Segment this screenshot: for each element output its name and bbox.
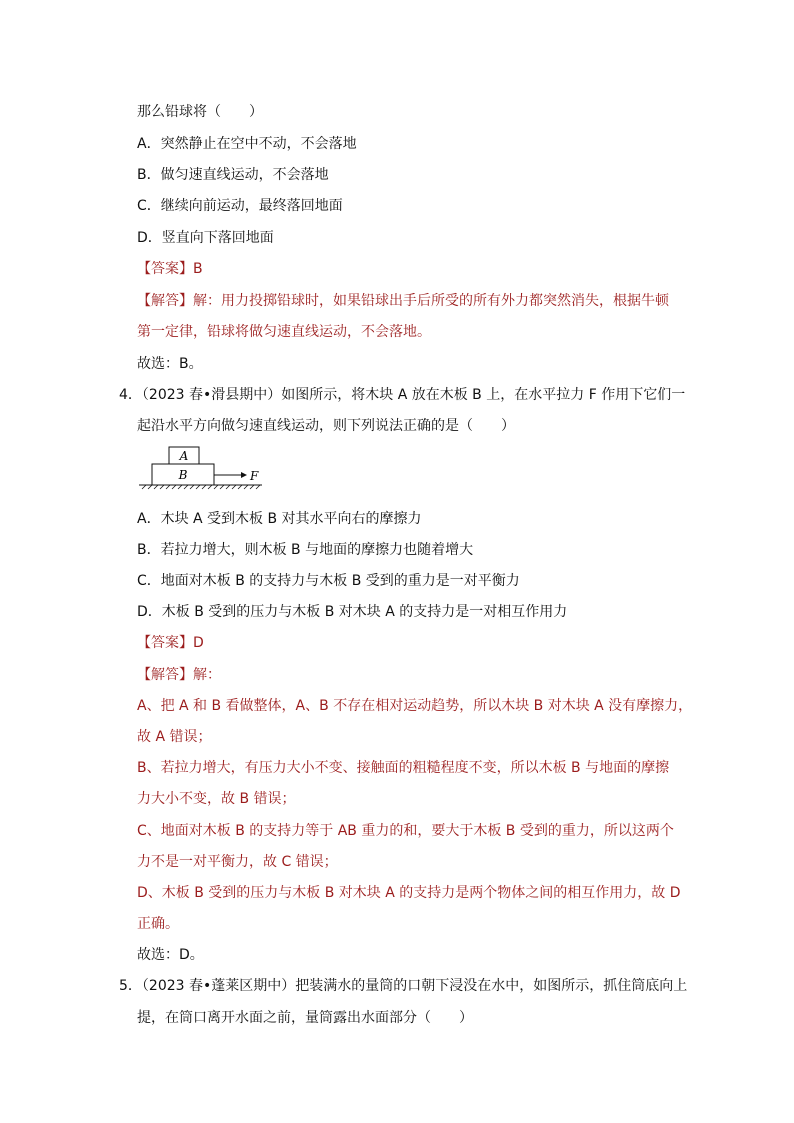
q4-analysis-line-6: 力不是一对平衡力，故 C 错误； [137,854,338,870]
q4-analysis-line-2: 故 A 错误； [137,729,212,745]
q5-stem-line-2: 提，在筒口离开水面之前，量筒露出水面部分（ ） [137,1010,473,1026]
analysis-label: 【解答】 [137,293,193,309]
answer-label: 【答案】 [137,635,193,651]
q4-stem-text: （2023 春•滑县期中）如图所示，将木块 A 放在木板 B 上，在水平拉力 F 作用下它们一 [141,387,686,403]
q4-answer [137,633,204,653]
answer-label: 【答案】 [137,261,193,277]
q4-analysis-line-5: C、地面对木板 B 的支持力等于 AB 重力的和，要大于木板 B 受到的重力，所以这两个 [137,823,674,839]
q3-option-a: A．突然静止在空中不动，不会落地 [137,136,357,152]
q3-option-c: C．继续向前运动，最终落回地面 [137,198,343,214]
q3-answer [137,259,203,279]
q5-stem-line-1 [119,976,687,996]
q4-stem-line-2: 起沿水平方向做匀速直线运动，则下列说法正确的是（ ） [137,418,515,434]
q3-stem: 那么铅球将（ ） [137,104,263,120]
q4-analysis-line-1: A、把 A 和 B 看做整体，A、B 不存在相对运动趋势，所以木块 B 对木块 A 没有摩擦力， [137,698,693,714]
analysis-label: 【解答】 [137,667,193,683]
q3-choice: 故选：B。 [137,356,203,372]
q4-option-b: B．若拉力增大，则木板 B 与地面的摩擦力也随着增大 [137,542,474,558]
q4-analysis-head [137,665,221,685]
block-a-label: A [179,449,189,463]
q4-option-c: C．地面对木板 B 的支持力与木板 B 受到的重力是一对平衡力 [137,573,520,589]
ground-hatching [142,485,260,489]
answer-value: B [193,261,203,277]
q3-option-b: B．做匀速直线运动，不会落地 [137,167,329,183]
q4-analysis-line-8: 正确。 [137,916,179,932]
q4-choice: 故选：D。 [137,947,204,963]
q4-option-d: D．木板 B 受到的压力与木板 B 对木块 A 的支持力是一对相互作用力 [137,604,568,620]
force-arrow-head [241,472,247,478]
analysis-text: 解： [193,667,221,683]
q5-stem-text: （2023 春•蓬莱区期中）把装满水的量筒的口朝下浸没在水中，如图所示，抓住筒底向上 [141,978,688,994]
analysis-text: 解：用力投掷铅球时，如果铅球出手后所受的所有外力都突然消失，根据牛顿 [193,293,669,309]
force-label: F [250,469,259,483]
q4-analysis-line-4: 力大小不变，故 B 错误； [137,791,296,807]
q4-number: 4． [119,387,142,403]
q4-block-diagram [137,445,267,495]
q4-analysis-line-3: B、若拉力增大，有压力大小不变、接触面的粗糙程度不变，所以木板 B 与地面的摩擦 [137,760,670,776]
q4-option-a: A．木块 A 受到木板 B 对其水平向右的摩擦力 [137,511,422,527]
q3-option-d: D．竖直向下落回地面 [137,230,274,246]
q4-stem-line-1 [119,385,685,405]
q3-analysis-line-1 [137,291,669,311]
q5-number: 5． [119,978,142,994]
block-diagram-svg [137,445,267,495]
answer-value: D [193,635,204,651]
q4-analysis-line-7: D、木板 B 受到的压力与木板 B 对木块 A 的支持力是两个物体之间的相互作用力，故 D [137,885,681,901]
q3-analysis-line-2: 第一定律，铅球将做匀速直线运动，不会落地。 [137,324,431,340]
block-b-label: B [178,468,188,482]
